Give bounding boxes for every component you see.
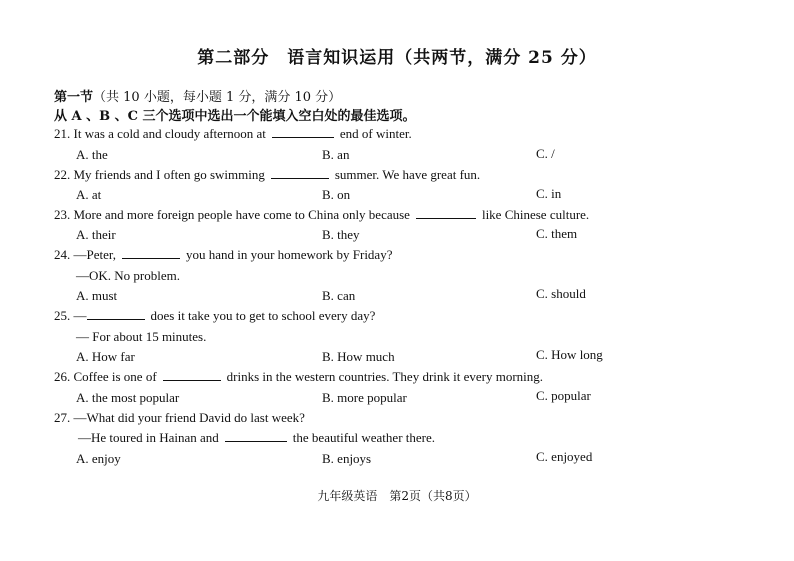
question-number: 26.	[54, 369, 71, 384]
stem-text-after: summer. We have great fun.	[334, 167, 481, 182]
option-b: B. can	[322, 288, 356, 303]
section-label: 第一节	[54, 90, 94, 105]
stem-text-after: drinks in the western countries. They drink it every morning.	[226, 369, 544, 384]
option-a: A. at	[76, 187, 102, 202]
option-a: A. the most popular	[76, 390, 180, 405]
option-b: B. they	[322, 227, 360, 242]
option-b: B. an	[322, 147, 350, 162]
stem-text-before: —What did your friend David do last week?	[73, 410, 305, 425]
question-27-stem	[54, 410, 305, 426]
dialogue-reply: — For about 15 minutes.	[76, 329, 207, 344]
stem-text-after: like Chinese culture.	[481, 207, 590, 222]
question-number: 22.	[54, 167, 71, 182]
option-c: C. in	[536, 186, 562, 201]
stem-text-after: you hand in your homework by Friday?	[185, 247, 393, 262]
section-heading	[54, 86, 341, 105]
answer-blank	[225, 431, 287, 442]
stem-text-before: —He toured in Hainan and	[78, 430, 219, 445]
question-number: 24.	[54, 247, 71, 262]
answer-blank	[271, 168, 329, 179]
stem-text-before: —	[73, 308, 87, 323]
stem-text-after: does it take you to get to school every day?	[150, 308, 376, 323]
question-23-stem	[54, 207, 589, 223]
stem-text-before: More and more foreign people have come to China only because	[73, 207, 410, 222]
question-number: 23.	[54, 207, 71, 222]
option-c: C. popular	[536, 388, 591, 403]
option-c: C. /	[536, 146, 555, 161]
option-b: B. How much	[322, 349, 395, 364]
section-detail: （共 10 小题，每小题 1 分，满分 10 分）	[93, 90, 342, 105]
section-instruction: 从 A 、B 、C 三个选项中选出一个能填入空白处的最佳选项。	[54, 109, 416, 124]
question-26-stem	[54, 369, 543, 385]
stem-text-before: Coffee is one of	[73, 369, 157, 384]
question-number: 27.	[54, 410, 71, 425]
option-a: A. enjoy	[76, 451, 121, 466]
option-c: C. should	[536, 286, 586, 301]
question-number: 25.	[54, 308, 71, 323]
option-a: A. the	[76, 147, 108, 162]
stem-text-before: My friends and I often go swimming	[73, 167, 265, 182]
question-24-stem	[54, 247, 392, 263]
part-title: 第二部分 语言知识运用（共两节，满分 25 分）	[197, 48, 597, 68]
question-21-stem	[54, 126, 412, 142]
question-25-stem	[54, 308, 375, 324]
option-a: A. must	[76, 288, 118, 303]
question-27-dialogue	[78, 430, 435, 446]
stem-text-before: It was a cold and cloudy afternoon at	[73, 126, 266, 141]
stem-text-after: the beautiful weather there.	[292, 430, 436, 445]
option-c: C. enjoyed	[536, 449, 593, 464]
answer-blank	[272, 127, 334, 138]
stem-text-after: end of winter.	[339, 126, 412, 141]
dialogue-reply: —OK. No problem.	[76, 268, 180, 283]
question-22-stem	[54, 167, 480, 183]
option-b: B. on	[322, 187, 351, 202]
answer-blank	[122, 248, 180, 259]
page-footer: 九年级英语 第2页（共8页）	[317, 489, 477, 503]
answer-blank	[163, 370, 221, 381]
option-c: C. them	[536, 226, 578, 241]
answer-blank	[87, 309, 145, 320]
option-a: A. their	[76, 227, 116, 242]
answer-blank	[416, 208, 476, 219]
option-b: B. more popular	[322, 390, 407, 405]
option-a: A. How far	[76, 349, 135, 364]
stem-text-before: —Peter,	[73, 247, 116, 262]
option-b: B. enjoys	[322, 451, 372, 466]
question-number: 21.	[54, 126, 71, 141]
option-c: C. How long	[536, 347, 603, 362]
